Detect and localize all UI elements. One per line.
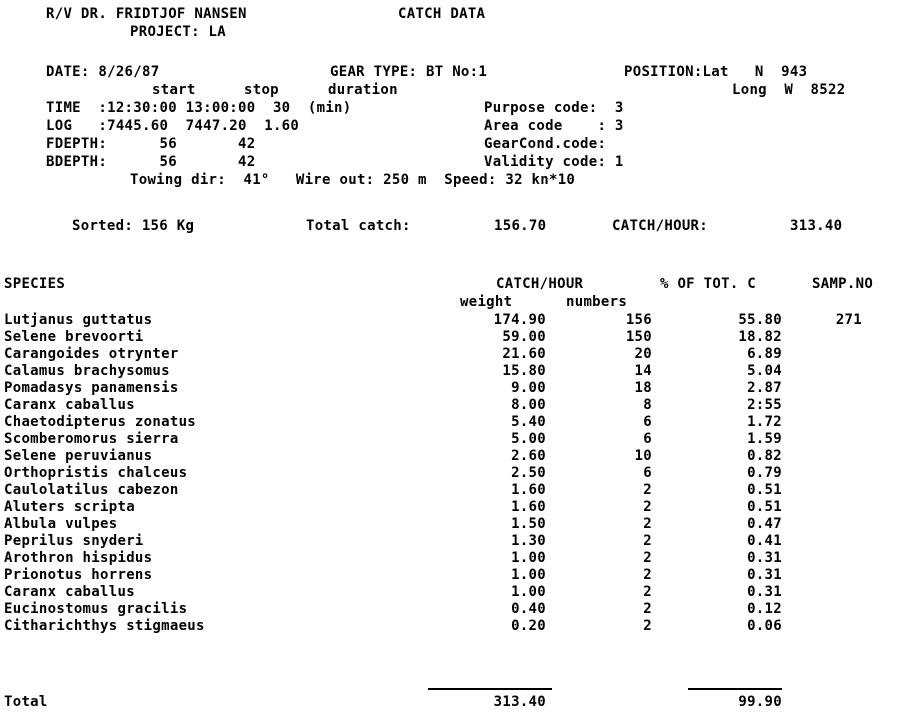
catch-per-hour-value: 313.40 bbox=[790, 218, 843, 234]
species-name-cell: Eucinostomus gracilis bbox=[4, 601, 188, 617]
numbers-cell: 18 bbox=[634, 380, 652, 396]
percent-cell: 0.31 bbox=[747, 584, 782, 600]
percent-cell: 0.06 bbox=[747, 618, 782, 634]
document-title: CATCH DATA bbox=[398, 6, 486, 22]
numbers-cell: 6 bbox=[643, 414, 652, 430]
numbers-cell: 20 bbox=[634, 346, 652, 362]
weight-cell: 174.90 bbox=[493, 312, 546, 328]
species-name-cell: Caranx caballus bbox=[4, 584, 135, 600]
log-row: LOG :7445.60 7447.20 1.60 bbox=[46, 118, 300, 134]
species-name-cell: Carangoides otrynter bbox=[4, 346, 179, 362]
species-name-cell: Arothron hispidus bbox=[4, 550, 153, 566]
numbers-subheader: numbers bbox=[566, 294, 628, 310]
species-name-cell: Scomberomorus sierra bbox=[4, 431, 179, 447]
percent-cell: 0.47 bbox=[747, 516, 782, 532]
percent-cell: 55.80 bbox=[738, 312, 782, 328]
numbers-cell: 2 bbox=[643, 601, 652, 617]
sorted-weight: Sorted: 156 Kg bbox=[72, 218, 195, 234]
weight-cell: 15.80 bbox=[502, 363, 546, 379]
species-name-cell: Lutjanus guttatus bbox=[4, 312, 153, 328]
position-lat-field: POSITION:Lat N 943 bbox=[624, 64, 808, 80]
sample-number-column-header: SAMP.NO bbox=[812, 276, 874, 292]
species-name-cell: Selene brevoorti bbox=[4, 329, 144, 345]
weight-cell: 59.00 bbox=[502, 329, 546, 345]
numbers-cell: 14 bbox=[634, 363, 652, 379]
weight-cell: 2.50 bbox=[511, 465, 546, 481]
percent-cell: 0.79 bbox=[747, 465, 782, 481]
numbers-cell: 2 bbox=[643, 516, 652, 532]
weight-cell: 1.00 bbox=[511, 550, 546, 566]
weight-cell: 21.60 bbox=[502, 346, 546, 362]
percent-cell: 0.82 bbox=[747, 448, 782, 464]
total-label: Total bbox=[4, 694, 48, 710]
species-name-cell: Calamus brachysomus bbox=[4, 363, 170, 379]
percent-total-rule bbox=[688, 688, 782, 690]
percent-cell: 2.87 bbox=[747, 380, 782, 396]
total-catch-value: 156.70 bbox=[494, 218, 547, 234]
position-long-field: Long W 8522 bbox=[732, 82, 846, 98]
species-name-cell: Albula vulpes bbox=[4, 516, 118, 532]
species-name-cell: Peprilus snyderi bbox=[4, 533, 144, 549]
species-column-header: SPECIES bbox=[4, 276, 66, 292]
numbers-cell: 6 bbox=[643, 465, 652, 481]
species-name-cell: Chaetodipterus zonatus bbox=[4, 414, 197, 430]
weight-cell: 5.00 bbox=[511, 431, 546, 447]
species-name-cell: Pomadasys panamensis bbox=[4, 380, 179, 396]
purpose-code-field: Purpose code: 3 bbox=[484, 100, 624, 116]
percent-cell: 1.72 bbox=[747, 414, 782, 430]
species-name-cell: Aluters scripta bbox=[4, 499, 135, 515]
weight-cell: 1.50 bbox=[511, 516, 546, 532]
numbers-cell: 2 bbox=[643, 567, 652, 583]
percent-cell: 0.12 bbox=[747, 601, 782, 617]
duration-column-header: duration bbox=[328, 82, 398, 98]
weight-cell: 1.30 bbox=[511, 533, 546, 549]
fdepth-row: FDEPTH: 56 42 bbox=[46, 136, 256, 152]
weight-cell: 8.00 bbox=[511, 397, 546, 413]
weight-total-rule bbox=[428, 688, 552, 690]
numbers-cell: 2 bbox=[643, 499, 652, 515]
numbers-cell: 6 bbox=[643, 431, 652, 447]
numbers-cell: 8 bbox=[643, 397, 652, 413]
weight-cell: 1.60 bbox=[511, 499, 546, 515]
weight-cell: 1.00 bbox=[511, 584, 546, 600]
bdepth-row: BDEPTH: 56 42 bbox=[46, 154, 256, 170]
species-name-cell: Caulolatilus cabezon bbox=[4, 482, 179, 498]
time-row: TIME :12:30:00 13:00:00 30 (min) bbox=[46, 100, 352, 116]
stop-column-header: stop bbox=[244, 82, 279, 98]
weight-cell: 5.40 bbox=[511, 414, 546, 430]
weight-cell: 2.60 bbox=[511, 448, 546, 464]
species-name-cell: Caranx caballus bbox=[4, 397, 135, 413]
percent-cell: 0.31 bbox=[747, 567, 782, 583]
species-name-cell: Orthopristis chalceus bbox=[4, 465, 188, 481]
vessel-name: R/V DR. FRIDTJOF NANSEN bbox=[46, 6, 247, 22]
percent-cell: 0.51 bbox=[747, 482, 782, 498]
towing-info-row: Towing dir: 41° Wire out: 250 m Speed: 32 kn*10 bbox=[130, 172, 576, 188]
percent-cell: 6.89 bbox=[747, 346, 782, 362]
percent-total-column-header: % OF TOT. C bbox=[660, 276, 757, 292]
start-column-header: start bbox=[152, 82, 196, 98]
catch-hour-column-header: CATCH/HOUR bbox=[496, 276, 584, 292]
project-label: PROJECT: LA bbox=[130, 24, 227, 40]
validity-code-field: Validity code: 1 bbox=[484, 154, 624, 170]
percent-cell: 0.31 bbox=[747, 550, 782, 566]
percent-cell: 5.04 bbox=[747, 363, 782, 379]
percent-cell: 2:55 bbox=[747, 397, 782, 413]
weight-subheader: weight bbox=[460, 294, 513, 310]
weight-cell: 1.00 bbox=[511, 567, 546, 583]
species-name-cell: Selene peruvianus bbox=[4, 448, 153, 464]
weight-cell: 9.00 bbox=[511, 380, 546, 396]
numbers-cell: 156 bbox=[625, 312, 652, 328]
sample-number-cell: 271 bbox=[835, 312, 862, 328]
numbers-cell: 10 bbox=[634, 448, 652, 464]
weight-cell: 0.20 bbox=[511, 618, 546, 634]
total-percent-value: 99.90 bbox=[738, 694, 782, 710]
total-weight-value: 313.40 bbox=[493, 694, 546, 710]
numbers-cell: 2 bbox=[643, 550, 652, 566]
total-catch-label: Total catch: bbox=[306, 218, 411, 234]
date-field: DATE: 8/26/87 bbox=[46, 64, 160, 80]
species-name-cell: Citharichthys stigmaeus bbox=[4, 618, 205, 634]
numbers-cell: 2 bbox=[643, 482, 652, 498]
numbers-cell: 150 bbox=[625, 329, 652, 345]
gear-condition-code-field: GearCond.code: bbox=[484, 136, 607, 152]
percent-cell: 18.82 bbox=[738, 329, 782, 345]
area-code-field: Area code : 3 bbox=[484, 118, 624, 134]
percent-cell: 1.59 bbox=[747, 431, 782, 447]
species-name-cell: Prionotus horrens bbox=[4, 567, 153, 583]
numbers-cell: 2 bbox=[643, 584, 652, 600]
weight-cell: 0.40 bbox=[511, 601, 546, 617]
weight-cell: 1.60 bbox=[511, 482, 546, 498]
percent-cell: 0.51 bbox=[747, 499, 782, 515]
numbers-cell: 2 bbox=[643, 618, 652, 634]
percent-cell: 0.41 bbox=[747, 533, 782, 549]
catch-per-hour-label: CATCH/HOUR: bbox=[612, 218, 709, 234]
gear-type-field: GEAR TYPE: BT No:1 bbox=[330, 64, 488, 80]
numbers-cell: 2 bbox=[643, 533, 652, 549]
